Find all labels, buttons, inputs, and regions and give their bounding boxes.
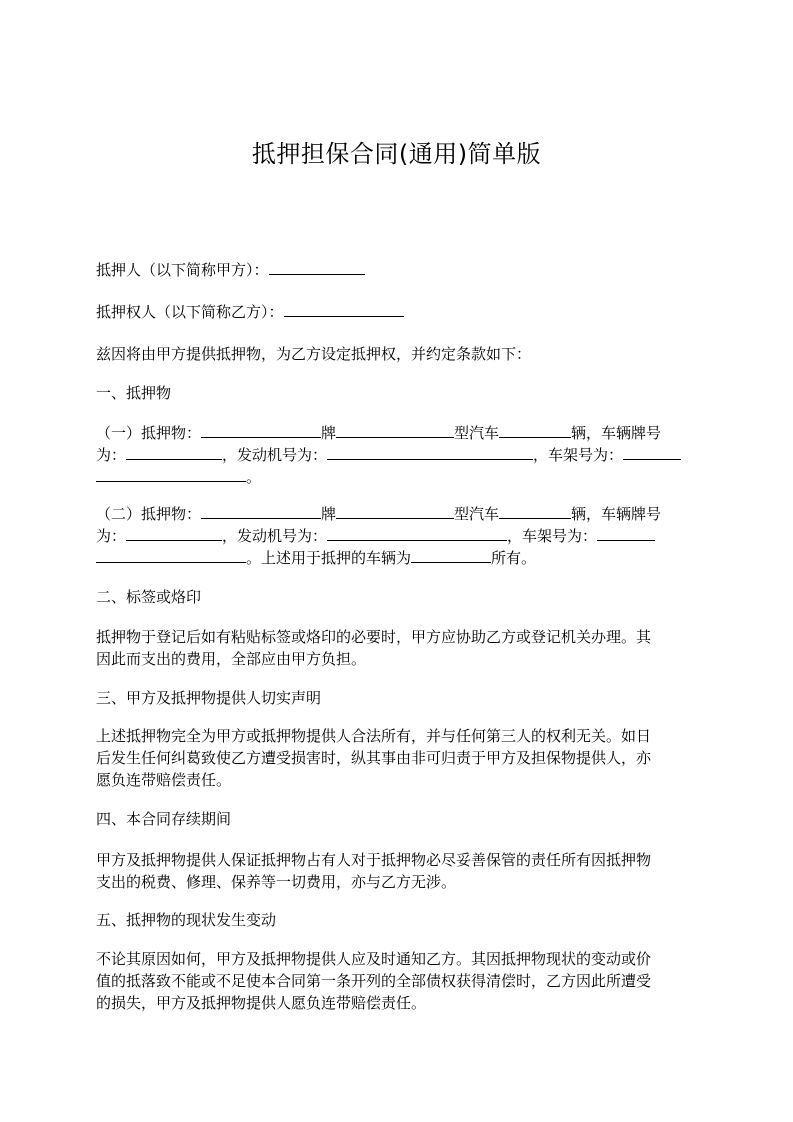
item2-engine-blank[interactable] bbox=[327, 525, 507, 541]
item2-line1 bbox=[96, 502, 661, 526]
item1-plate-blank[interactable] bbox=[126, 444, 222, 460]
party-b-label: 抵押权人（以下简称乙方）： bbox=[96, 303, 284, 321]
party-a-line bbox=[96, 258, 365, 282]
item2-frame-blank[interactable] bbox=[597, 525, 655, 541]
section-4-line2: 支出的税费、修理、保养等一切费用，亦与乙方无涉。 bbox=[96, 873, 457, 891]
item2-brand-blank[interactable] bbox=[201, 503, 321, 519]
item1-plate-label: 辆，车辆牌号 bbox=[571, 424, 662, 442]
item2-line2 bbox=[96, 524, 655, 548]
section-2-line1: 抵押物于登记后如有粘贴标签或烙印的必要时，甲方应协助乙方或登记机关办理。其 bbox=[96, 628, 652, 646]
item2-plate-blank[interactable] bbox=[126, 525, 222, 541]
document-title: 抵押担保合同(通用)简单版 bbox=[251, 140, 542, 168]
item1-line3 bbox=[96, 465, 261, 489]
item2-model-blank[interactable] bbox=[336, 503, 454, 519]
item2-end: 所有。 bbox=[491, 549, 537, 567]
item2-frame-label: ，车架号为： bbox=[507, 527, 598, 545]
item1-label: （一）抵押物： bbox=[96, 424, 202, 442]
item1-brand-label: 牌 bbox=[321, 424, 337, 442]
item2-engine-label: ，发动机号为： bbox=[222, 527, 328, 545]
item1-end: 。 bbox=[246, 468, 262, 486]
item1-frame-label: ，车架号为： bbox=[533, 446, 624, 464]
item1-model-label: 型汽车 bbox=[454, 424, 500, 442]
item1-engine-label: ，发动机号为： bbox=[222, 446, 328, 464]
item2-owner-label: 。上述用于抵押的车辆为 bbox=[246, 549, 412, 567]
item1-frame-blank-cont[interactable] bbox=[96, 466, 246, 482]
item1-frame-blank[interactable] bbox=[623, 444, 681, 460]
item1-engine-blank[interactable] bbox=[327, 444, 533, 460]
item2-owner-blank[interactable] bbox=[411, 547, 491, 563]
section-2-heading: 二、标签或烙印 bbox=[96, 588, 202, 606]
section-5-line3: 的损失，甲方及抵押物提供人愿负连带赔偿责任。 bbox=[96, 994, 427, 1012]
section-3-heading: 三、甲方及抵押物提供人切实声明 bbox=[96, 689, 322, 707]
item1-model-blank[interactable] bbox=[336, 422, 454, 438]
item1-line1 bbox=[96, 421, 661, 445]
section-4-line1: 甲方及抵押物提供人保证抵押物占有人对于抵押物必尽妥善保管的责任所有因抵押物 bbox=[96, 851, 652, 869]
item2-brand-label: 牌 bbox=[321, 505, 337, 523]
item2-plate-prefix: 为： bbox=[96, 527, 127, 545]
section-3-line3: 愿负连带赔偿责任。 bbox=[96, 771, 232, 789]
section-1-heading: 一、抵押物 bbox=[96, 384, 172, 402]
item1-line2 bbox=[96, 443, 681, 467]
intro-text: 兹因将由甲方提供抵押物，为乙方设定抵押权，并约定条款如下： bbox=[96, 345, 532, 363]
item2-label: （二）抵押物： bbox=[96, 505, 202, 523]
item2-line3 bbox=[96, 546, 536, 570]
item1-plate-prefix: 为： bbox=[96, 446, 127, 464]
item2-model-label: 型汽车 bbox=[454, 505, 500, 523]
item2-frame-blank-cont[interactable] bbox=[96, 547, 246, 563]
section-4-heading: 四、本合同存续期间 bbox=[96, 810, 232, 828]
party-a-label: 抵押人（以下简称甲方）： bbox=[96, 261, 269, 279]
section-3-line2: 后发生任何纠葛致使乙方遭受损害时，纵其事由非可归责于甲方及担保物提供人，亦 bbox=[96, 749, 652, 767]
item2-count-blank[interactable] bbox=[499, 503, 571, 519]
party-b-line bbox=[96, 300, 404, 324]
section-5-line1: 不论其原因如何，甲方及抵押物提供人应及时通知乙方。其因抵押物现状的变动或价 bbox=[96, 950, 652, 968]
section-2-line2: 因此而支出的费用，全部应由甲方负担。 bbox=[96, 650, 367, 668]
item1-count-blank[interactable] bbox=[499, 422, 571, 438]
party-a-blank[interactable] bbox=[269, 259, 365, 275]
section-5-line2: 值的抵落致不能或不足使本合同第一条开列的全部债权获得清偿时，乙方因此所遭受 bbox=[96, 972, 652, 990]
party-b-blank[interactable] bbox=[284, 301, 404, 317]
section-3-line1: 上述抵押物完全为甲方或抵押物提供人合法所有，并与任何第三人的权利无关。如日 bbox=[96, 727, 652, 745]
item1-brand-blank[interactable] bbox=[201, 422, 321, 438]
item2-plate-label: 辆，车辆牌号 bbox=[571, 505, 662, 523]
section-5-heading: 五、抵押物的现状发生变动 bbox=[96, 911, 277, 929]
